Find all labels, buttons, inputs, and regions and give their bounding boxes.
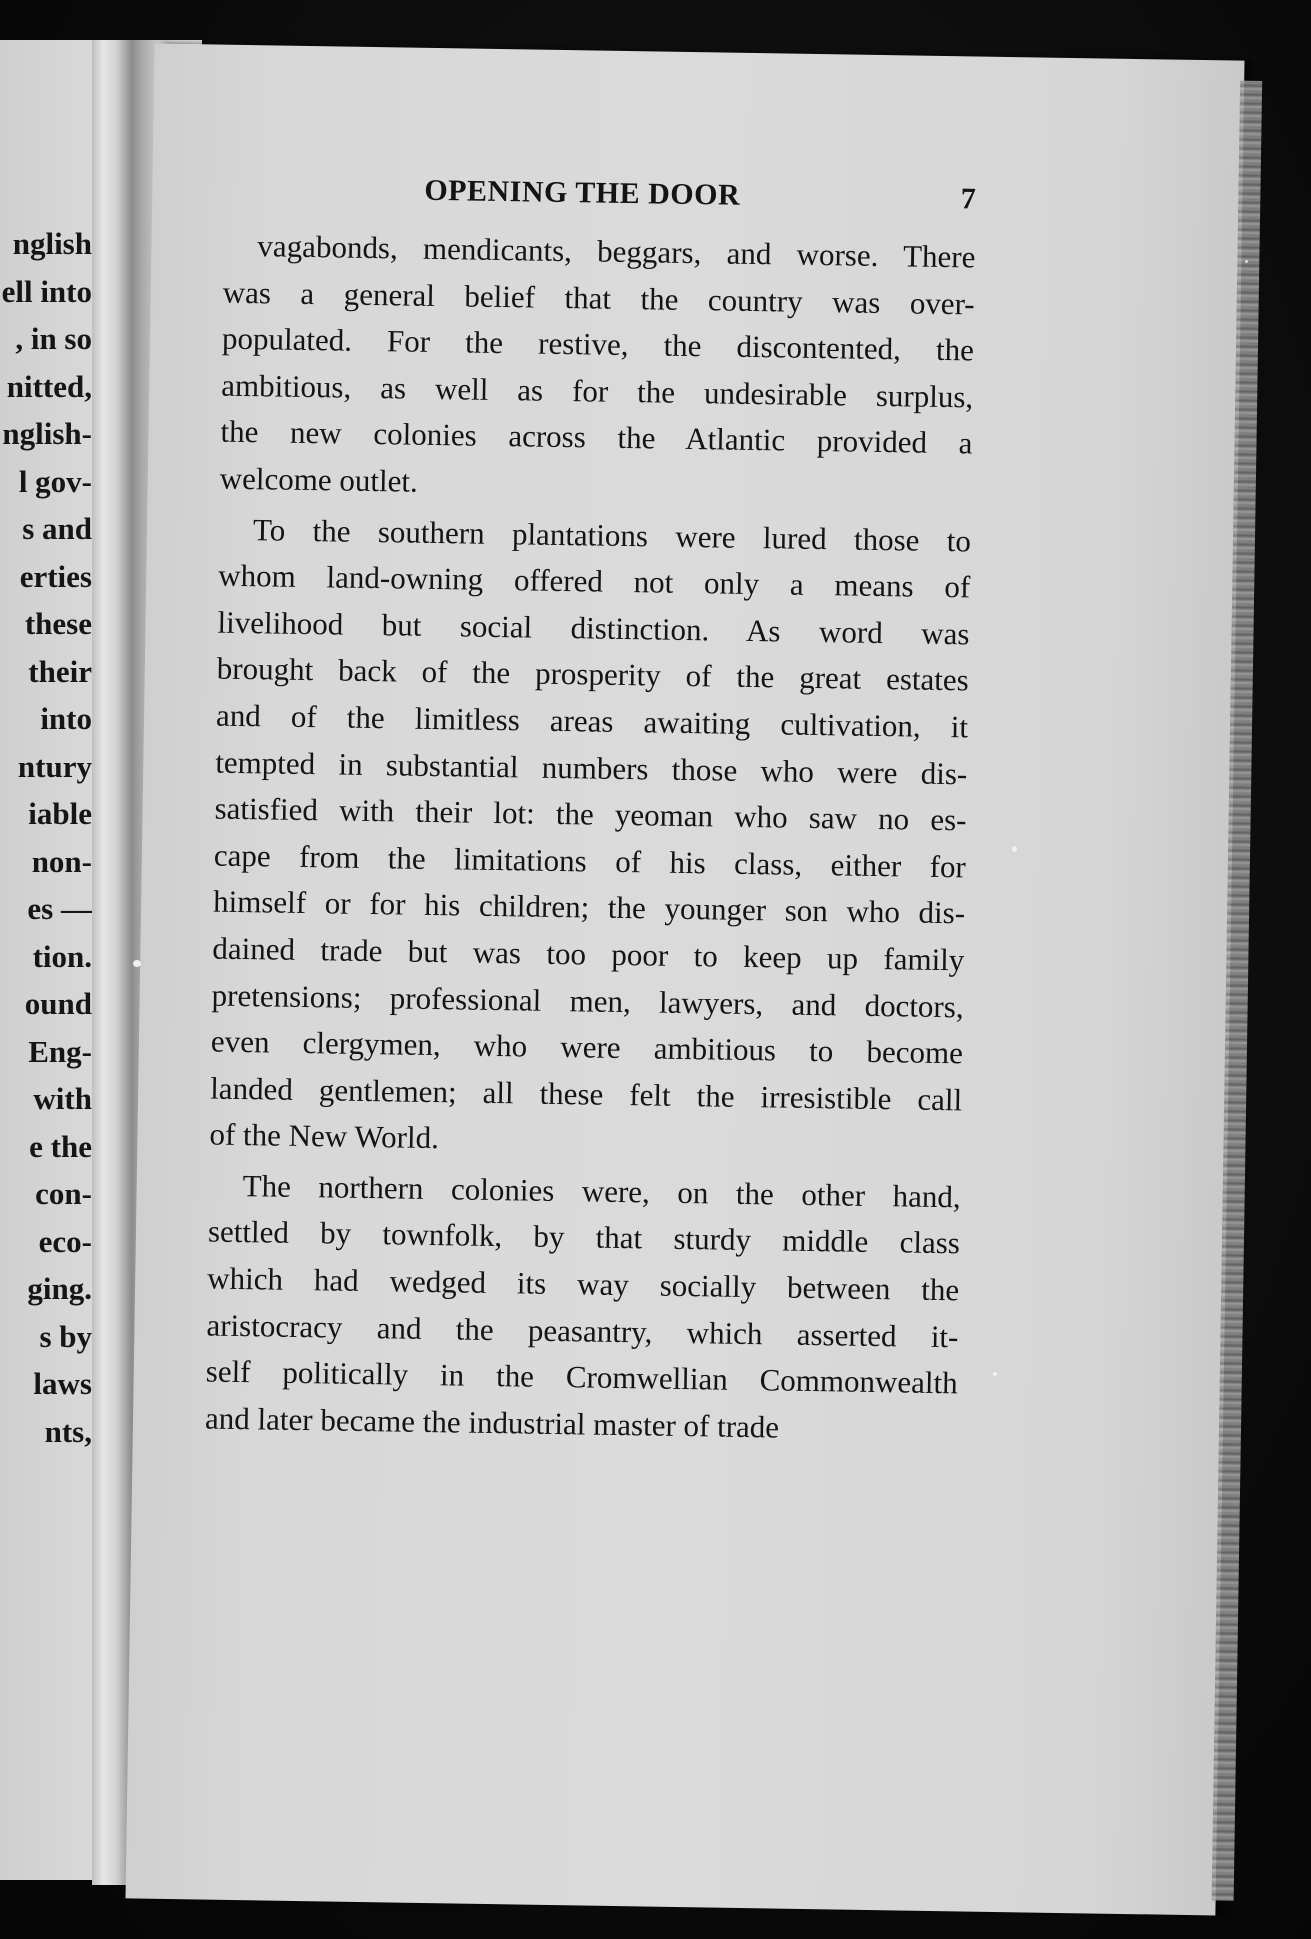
text-line: welcome outlet.	[219, 460, 419, 499]
left-page-line-fragment: nglish	[12, 226, 92, 261]
left-page-line-fragment: s and	[22, 511, 92, 546]
page-number: 7	[960, 182, 977, 216]
left-page-line-fragment: eco-	[38, 1223, 92, 1259]
paragraph	[219, 223, 975, 514]
text-line: vagabonds, mendicants, beggars, and worse. There	[257, 228, 976, 275]
text-line: pretensions; professional men, lawyers, and doctors,	[211, 977, 964, 1024]
left-page-line-fragment: ntury	[17, 748, 92, 784]
text-line: even clergymen, who were ambitious to become	[210, 1023, 964, 1071]
text-line: and of the limitless areas awaiting cultivation, it	[215, 697, 969, 745]
text-line: To the southern plantations were lured those to	[252, 511, 972, 558]
text-line: and later became the industrial master of trade	[204, 1400, 780, 1445]
right-page	[125, 44, 1244, 1916]
left-page-line-fragment: laws	[33, 1366, 92, 1401]
dust-speck	[1012, 846, 1017, 852]
text-line: which had wedged its way socially between the	[206, 1260, 960, 1308]
page-edge	[1212, 81, 1263, 1901]
left-page-line-fragment: e the	[29, 1128, 92, 1164]
left-page-line-fragment: con-	[35, 1176, 92, 1211]
left-page-line-fragment: nts,	[44, 1413, 92, 1449]
text-line: of the New World.	[209, 1116, 440, 1156]
paragraph	[209, 506, 971, 1170]
text-line: the new colonies across the Atlantic provided a	[220, 414, 973, 461]
left-page-line-fragment: Eng-	[28, 1033, 92, 1069]
left-page-line-fragment: erties	[19, 558, 92, 594]
left-page-line-fragment: ound	[24, 986, 92, 1021]
page-text-block	[205, 171, 977, 1454]
text-line: ambitious, as well as for the undesirable surplus,	[221, 367, 974, 415]
text-line: whom land-owning offered not only a means of	[218, 557, 971, 605]
text-line: aristocracy and the peasantry, which asserted it-	[206, 1307, 959, 1354]
text-line: tempted in substantial numbers those who were dis-	[215, 744, 968, 791]
text-line: populated. For the restive, the discontented, the	[221, 320, 975, 368]
paragraph	[205, 1162, 961, 1453]
left-page-line-fragment: nglish-	[2, 416, 92, 451]
left-page-line-fragment: non-	[31, 843, 92, 879]
text-line: satisfied with their lot: the yeoman who saw no es-	[214, 790, 967, 838]
left-page-line-fragment: with	[33, 1081, 92, 1116]
dust-speck	[133, 960, 141, 967]
left-page-line-fragment: these	[24, 606, 92, 641]
text-line: self politically in the Cromwellian Commonwealth	[205, 1353, 958, 1401]
dust-speck	[993, 1372, 997, 1376]
left-page-line-fragment: their	[28, 653, 92, 689]
text-line: landed gentlemen; all these felt the irresistible call	[209, 1070, 963, 1118]
left-page-line-fragment: , in so	[15, 321, 92, 356]
text-line: The northern colonies were, on the other hand,	[242, 1167, 961, 1215]
text-line: livelihood but social distinction. As word was	[217, 604, 970, 652]
left-page-line-fragment: iable	[28, 796, 92, 831]
left-page-line-fragment: nitted,	[6, 368, 92, 404]
text-line: settled by townfolk, by that sturdy middle class	[207, 1214, 961, 1261]
left-page-line-fragment: into	[40, 701, 92, 736]
text-line: brought back of the prosperity of the great estates	[216, 650, 970, 698]
text-line: himself or for his children; the younger son who dis-	[212, 883, 966, 931]
text-line: was a general belief that the country was over-	[222, 274, 975, 322]
running-title: OPENING THE DOOR	[424, 173, 741, 212]
left-page-line-fragment: ell into	[1, 273, 92, 309]
left-page-text-fragments	[2, 220, 92, 1455]
text-line: cape from the limitations of his class, either for	[213, 837, 967, 885]
left-page-line-fragment: ging.	[27, 1271, 92, 1306]
body-text	[205, 223, 976, 1454]
left-page-line-fragment: es —	[27, 891, 92, 926]
dust-speck	[1245, 260, 1248, 263]
left-page-line-fragment: s by	[39, 1318, 92, 1354]
left-page-line-fragment: tion.	[32, 938, 92, 974]
left-page-line-fragment: l gov-	[18, 463, 92, 499]
text-line: dained trade but was too poor to keep up family	[212, 930, 965, 978]
